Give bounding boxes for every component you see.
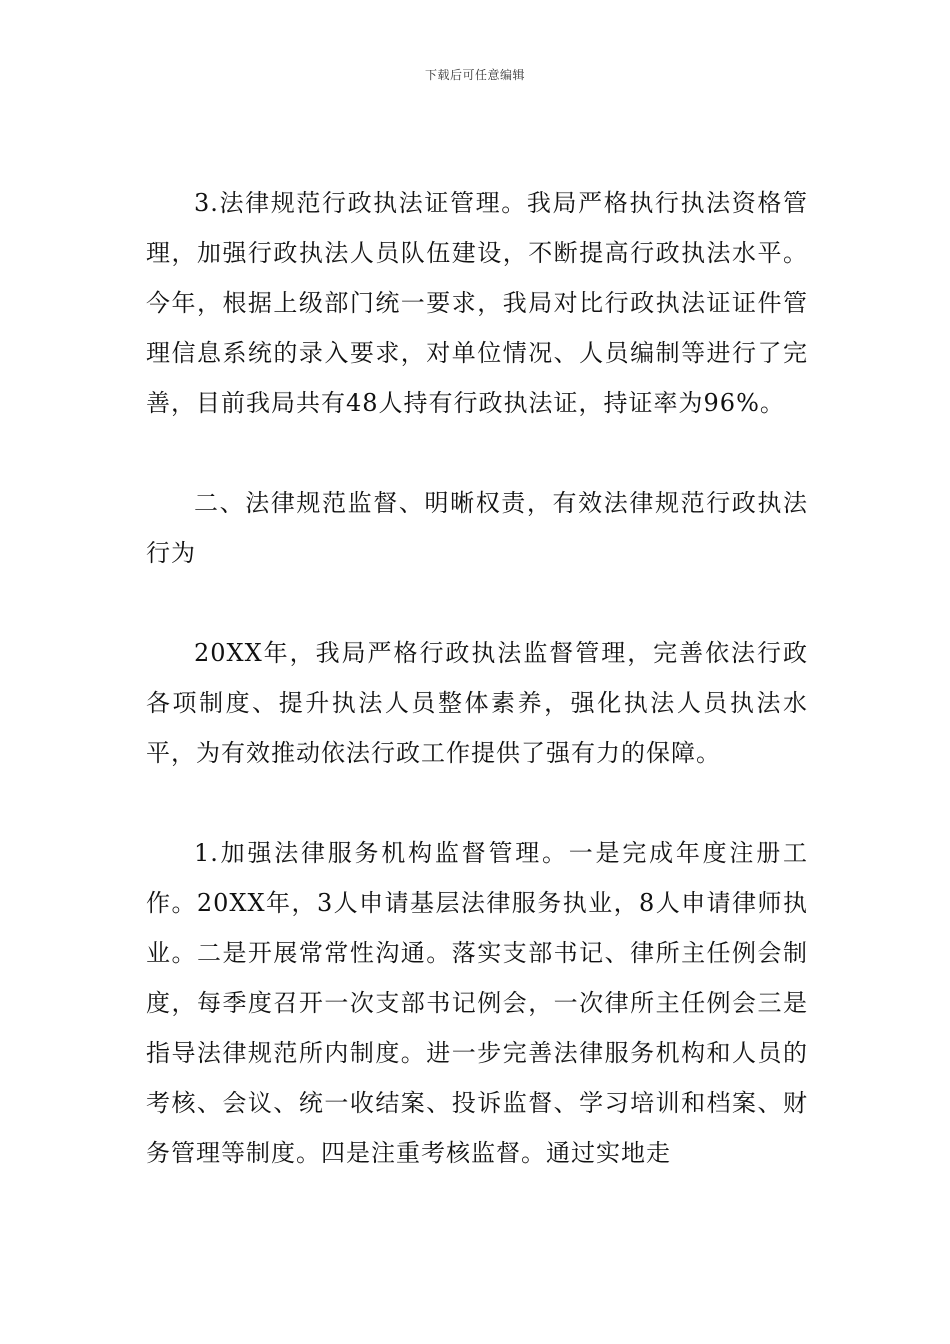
header-note: 下载后可任意编辑 [424,68,525,82]
paragraph-supervision-summary: 20XX年，我局严格行政执法监督管理，完善依法行政各项制度、提升执法人员整体素养，强化执法人员执法水平，为有效推动依法行政工作提供了强有力的保障。 [146,639,808,767]
document-body [146,178,808,1178]
paragraph-gap [146,778,808,828]
paragraph-law-enforcement-certificate: 3.法律规范行政执法证管理。我局严格执行执法资格管理，加强行政执法人员队伍建设，不断提高行政执法水平。今年，根据上级部门统一要求，我局对比行政执法证证件管理信息系统的录入要求，对单位情况、人员编制等进行了完善，目前我局共有48人持有行政执法证，持证率为96%。 [146,189,808,417]
section-heading-supervision: 二、法律规范监督、明晰权责，有效法律规范行政执法行为 [146,489,808,567]
paragraph-gap [146,578,808,628]
paragraph-gap [146,428,808,478]
paragraph-legal-service-supervision: 1.加强法律服务机构监督管理。一是完成年度注册工作。20XX年，3人申请基层法律服务执业，8人申请律师执业。二是开展常常性沟通。落实支部书记、律所主任例会制度，每季度召开一次支部书记例会，一次律所主任例会三是指导法律规范所内制度。进一步完善法律服务机构和人员的考核、会议、统一收结案、投诉监督、学习培训和档案、财务管理等制度。四是注重考核监督。通过实地走 [146,839,808,1167]
